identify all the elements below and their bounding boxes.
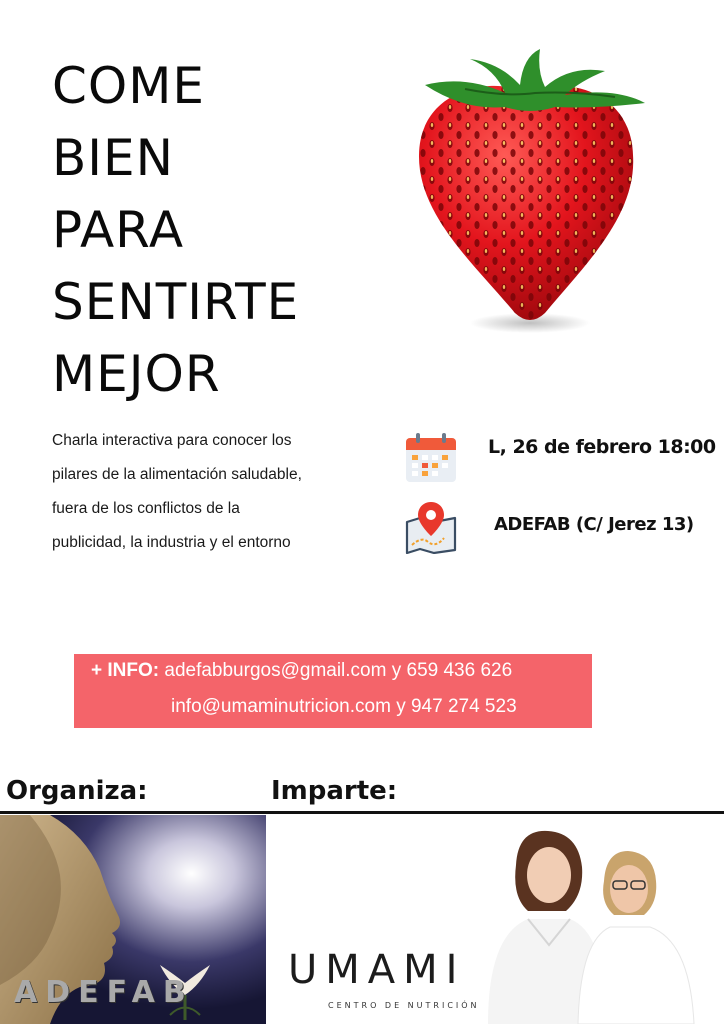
info-box [74, 654, 592, 728]
headline-line-4: SENTIRTE [52, 273, 300, 331]
headline-line-1: COME [52, 57, 205, 115]
description-line-4: publicidad, la industria y el entorno [52, 534, 291, 551]
info-line-2 [171, 696, 517, 718]
section-divider [0, 811, 724, 814]
description-line-1: Charla interactiva para conocer los [52, 432, 292, 449]
adefab-logo [0, 815, 266, 1024]
headline [52, 50, 299, 410]
headline-line-5: MEJOR [52, 345, 221, 403]
info-contact-1[interactable]: adefabburgos@gmail.com y 659 436 626 [164, 660, 513, 681]
event-date-time: L, 26 de febrero 18:00 [488, 436, 716, 458]
umami-panel [266, 815, 724, 1024]
headline-line-2: BIEN [52, 129, 175, 187]
description-line-3: fuera de los conflictos de la [52, 500, 240, 517]
map-pin-icon [404, 500, 458, 554]
umami-wordmark: UMAMI [288, 947, 466, 993]
info-line-1 [91, 660, 512, 682]
info-label: + INFO: [91, 660, 160, 681]
adefab-wordmark: ADEFAB [14, 975, 194, 1010]
info-contact-2[interactable]: info@umaminutricion.com y 947 274 523 [171, 696, 517, 717]
headline-line-3: PARA [52, 201, 185, 259]
strawberry-image [405, 45, 655, 335]
imparte-title: Imparte: [271, 776, 398, 806]
organiza-title: Organiza: [6, 776, 148, 806]
calendar-icon [404, 432, 458, 484]
event-place: ADEFAB (C/ Jerez 13) [494, 514, 694, 535]
description-line-2: pilares de la alimentación saludable, [52, 466, 302, 483]
umami-tagline: CENTRO DE NUTRICIÓN [328, 1001, 480, 1010]
description [52, 424, 372, 560]
